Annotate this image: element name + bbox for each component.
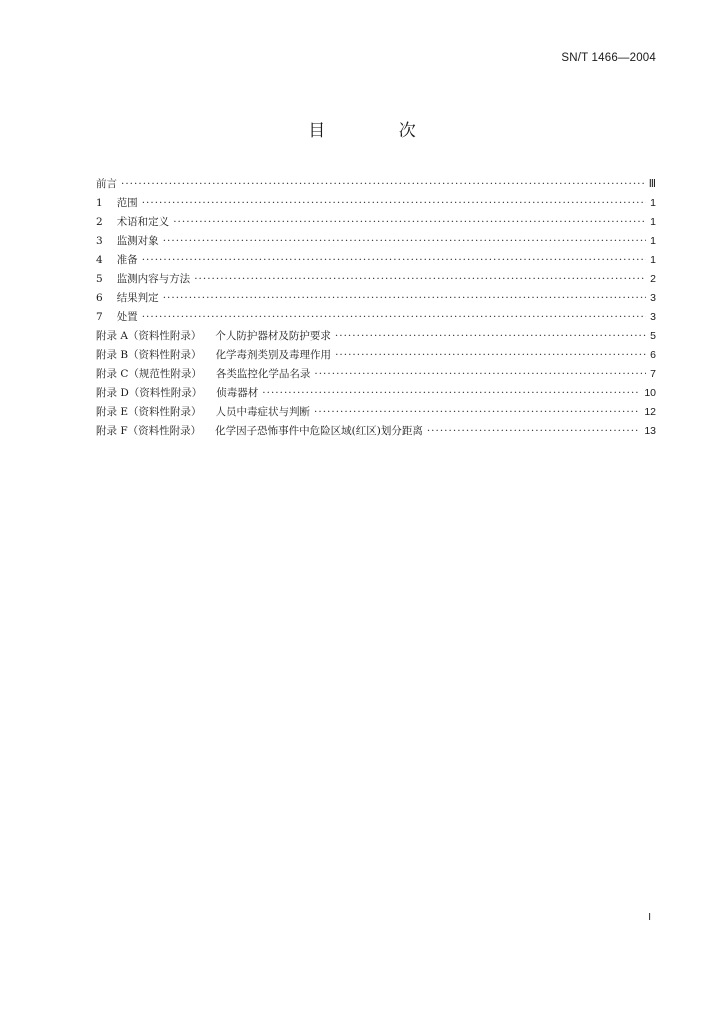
toc-entry-number: 附录 F（资料性附录）: [96, 425, 202, 437]
toc-entry-number: 4: [96, 254, 103, 266]
toc-entry-page: Ⅲ: [648, 178, 656, 190]
toc-entry-page: 13: [644, 425, 656, 437]
toc-entry-number: 5: [96, 273, 103, 285]
toc-entry-text: 准备: [116, 254, 138, 266]
toc-entry-appendix-f[interactable]: [96, 422, 656, 441]
toc-entry-label: [96, 175, 121, 194]
toc-leader-dots: [173, 213, 646, 232]
toc-leader-dots: [142, 194, 646, 213]
page-title: 目 次: [308, 121, 450, 141]
toc-entry-text: 各类监控化学品名录: [215, 368, 311, 380]
toc-entry-2[interactable]: [96, 213, 656, 232]
table-of-contents: [96, 175, 656, 441]
toc-entry-page: 6: [650, 349, 656, 361]
standard-code: SN/T 1466—2004: [561, 52, 656, 64]
toc-entry-page: 3: [650, 311, 656, 323]
toc-leader-dots: [314, 365, 646, 384]
page-number: I: [648, 912, 651, 923]
toc-entry-label: [96, 327, 335, 346]
toc-entry-page: 1: [650, 235, 656, 247]
toc-entry-number: 6: [96, 292, 103, 304]
toc-entry-appendix-b[interactable]: [96, 346, 656, 365]
toc-entry-page: 2: [650, 273, 656, 285]
toc-entry-text: 人员中毒症状与判断: [215, 406, 311, 418]
toc-entry-label: [96, 308, 142, 327]
toc-entry-7[interactable]: [96, 308, 656, 327]
toc-entry-5[interactable]: [96, 270, 656, 289]
toc-entry-label: [96, 251, 142, 270]
toc-entry-text: 化学因子恐怖事件中危险区域(红区)划分距离: [215, 425, 423, 437]
toc-entry-number: 附录 B（资料性附录）: [96, 349, 202, 361]
toc-entry-label: [96, 194, 142, 213]
toc-entry-label: [96, 270, 194, 289]
toc-leader-dots: [262, 384, 640, 403]
toc-entry-page: 12: [644, 406, 656, 418]
toc-entry-number: 附录 C（规范性附录）: [96, 368, 202, 380]
toc-entry-text: 监测内容与方法: [116, 273, 191, 285]
toc-entry-page: 7: [650, 368, 656, 380]
toc-leader-dots: [142, 308, 646, 327]
toc-entry-text: 监测对象: [116, 235, 159, 247]
toc-entry-appendix-e[interactable]: [96, 403, 656, 422]
toc-entry-page: 5: [650, 330, 656, 342]
toc-entry-text: 化学毒剂类别及毒理作用: [215, 349, 332, 361]
toc-entry-text: 处置: [116, 311, 138, 323]
toc-entry-text: 侦毒器材: [216, 387, 259, 399]
toc-entry-number: 附录 E（资料性附录）: [96, 406, 202, 418]
toc-leader-dots: [163, 232, 646, 251]
toc-entry-appendix-a[interactable]: [96, 327, 656, 346]
toc-entry-label: [96, 346, 335, 365]
toc-entry-text: 范围: [116, 197, 138, 209]
toc-entry-label: [96, 422, 427, 441]
toc-entry-number: 3: [96, 235, 103, 247]
toc-leader-dots: [335, 327, 646, 346]
toc-entry-number: 附录 A（资料性附录）: [96, 330, 202, 342]
toc-leader-dots: [142, 251, 646, 270]
toc-leader-dots: [335, 346, 646, 365]
toc-leader-dots: [194, 270, 646, 289]
toc-entry-3[interactable]: [96, 232, 656, 251]
toc-entry-1[interactable]: [96, 194, 656, 213]
toc-entry-number: 7: [96, 311, 103, 323]
toc-leader-dots: [427, 422, 640, 441]
toc-entry-label: [96, 232, 163, 251]
toc-entry-label: [96, 384, 262, 403]
toc-entry-number: 2: [96, 216, 103, 228]
toc-entry-page: 3: [650, 292, 656, 304]
toc-entry-6[interactable]: [96, 289, 656, 308]
toc-leader-dots: [121, 175, 645, 194]
toc-entry-number: 附录 D（资料性附录）: [96, 387, 203, 399]
toc-entry-text: 个人防护器材及防护要求: [215, 330, 331, 342]
toc-entry-page: 1: [650, 254, 656, 266]
toc-entry-page: 1: [650, 216, 656, 228]
toc-entry-page: 1: [650, 197, 656, 209]
toc-entry-text: 前言: [96, 178, 117, 190]
toc-entry-text: 术语和定义: [116, 216, 170, 228]
toc-entry-preface[interactable]: [96, 175, 656, 194]
toc-entry-page: 10: [644, 387, 656, 399]
toc-entry-number: 1: [96, 197, 103, 209]
toc-entry-label: [96, 289, 163, 308]
toc-leader-dots: [163, 289, 646, 308]
toc-entry-text: 结果判定: [116, 292, 159, 304]
toc-leader-dots: [314, 403, 640, 422]
toc-entry-label: [96, 213, 173, 232]
toc-entry-4[interactable]: [96, 251, 656, 270]
toc-entry-label: [96, 365, 314, 384]
toc-entry-appendix-c[interactable]: [96, 365, 656, 384]
toc-entry-label: [96, 403, 314, 422]
toc-entry-appendix-d[interactable]: [96, 384, 656, 403]
